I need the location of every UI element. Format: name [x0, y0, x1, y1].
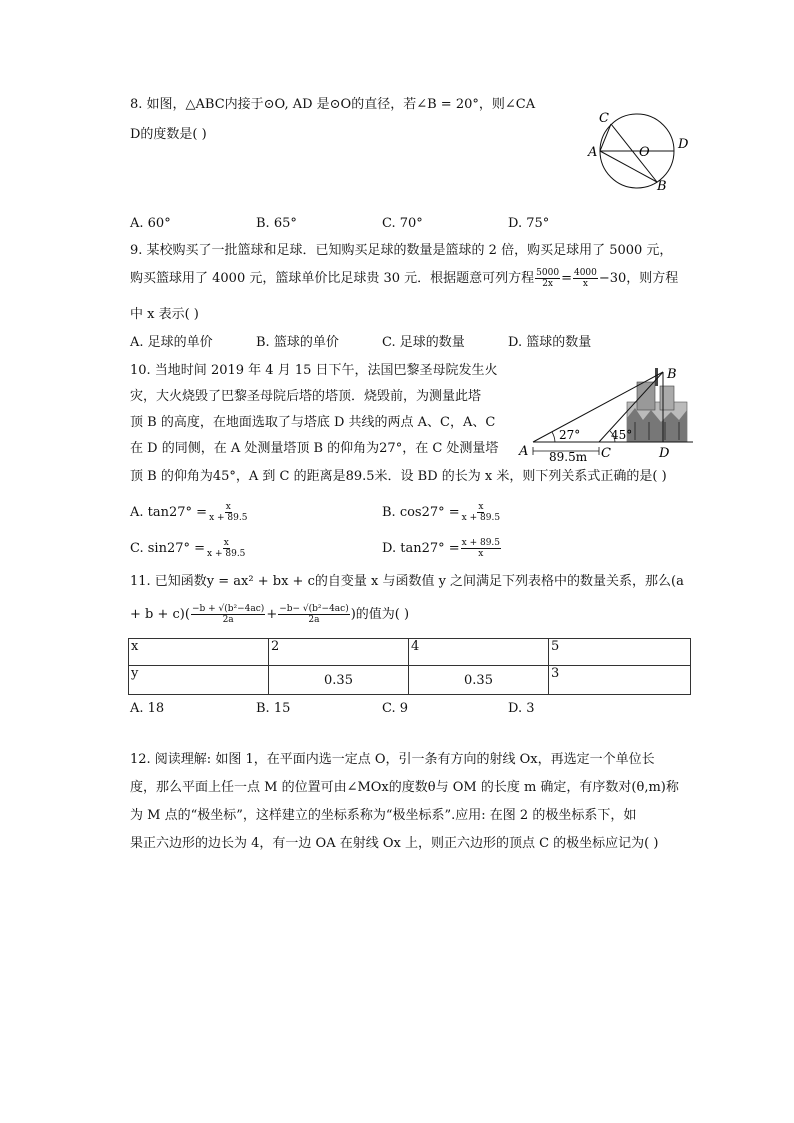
q11-stem-line2	[130, 604, 409, 625]
chord-cb	[611, 124, 657, 182]
q10-option-c-label: C. sin27° =	[130, 541, 206, 556]
q9-line2-tail: −30，则方程	[598, 271, 679, 286]
q9-fraction-1	[535, 268, 560, 289]
distance-label: 89.5m	[549, 450, 588, 462]
angle-arc-27	[552, 432, 555, 442]
q11-frac2-num: −b− √(b²−4ac)	[279, 604, 349, 614]
q10-option-c-num: x	[223, 538, 229, 548]
q11-fraction-2	[278, 604, 350, 625]
q10-option-a-fraction	[208, 502, 248, 523]
q11-option-c: C. 9	[382, 701, 409, 716]
q10-option-d-label: D. tan27° =	[382, 541, 460, 556]
q10-option-b-label: B. cos27° =	[382, 505, 460, 520]
q10-option-c-fraction	[206, 538, 246, 559]
q11-frac2-den: 2a	[308, 615, 320, 625]
q8-circle-figure	[585, 105, 695, 193]
q8-stem-line2: D的度数是( )	[130, 127, 207, 142]
q12-stem-line4: 果正六边形的边长为 4，有一边 OA 在射线 Ox 上，则正六边形的顶点 C 的极坐标应记为( )	[130, 836, 659, 851]
label-b: B	[657, 179, 667, 193]
q8-option-c: C. 70°	[382, 216, 423, 231]
q10-option-a-num: x	[225, 502, 231, 512]
label-d: D	[678, 137, 689, 152]
q11-line2-text: + b + c)(	[130, 607, 190, 622]
table-row	[129, 639, 691, 666]
angle-label-45: 45°	[611, 428, 633, 442]
label-c: C	[599, 111, 609, 126]
label-c: C	[601, 446, 611, 461]
table-cell: 5	[549, 639, 691, 666]
q10-option-d-den: x	[478, 549, 484, 559]
q10-tower-figure	[515, 362, 695, 462]
q9-option-b: B. 篮球的单价	[256, 335, 339, 350]
table-cell: y	[129, 666, 269, 695]
q10-stem-line5: 顶 B 的仰角为45°，A 到 C 的距离是89.5米．设 BD 的长为 x 米，则下列关系式正确的是( )	[130, 469, 667, 484]
q11-stem-line1: 11. 已知函数y = ax² + bx + c的自变量 x 与函数值 y 之间满足下列表格中的数量关系，那么(a	[130, 574, 684, 589]
q8-option-b: B. 65°	[256, 216, 297, 231]
q10-option-d-num: x + 89.5	[461, 538, 501, 548]
chord-ac	[600, 124, 611, 151]
q9-frac2-num: 4000	[573, 268, 597, 278]
q10-option-c-den: x + 89.5	[207, 549, 246, 559]
q12-stem-line3: 为 M 点的“极坐标”，这样建立的坐标系称为“极坐标系”.应用: 在图 2 的极坐标系下，如	[130, 808, 637, 823]
q10-stem-line3: 顶 B 的高度，在地面选取了与塔底 D 共线的两点 A、C，A、C	[130, 415, 496, 430]
q9-frac1-num: 5000	[536, 268, 560, 278]
q9-frac1-den: 2x	[542, 279, 554, 289]
q9-eq-sign: =	[561, 271, 572, 286]
q10-option-b	[382, 502, 502, 523]
q10-option-b-fraction	[461, 502, 501, 523]
label-a: A	[588, 145, 598, 160]
q10-option-b-num: x	[478, 502, 484, 512]
q12-stem-line1: 12. 阅读理解: 如图 1，在平面内选一定点 O，引一条有方向的射线 Ox，再选定一个单位长	[130, 752, 655, 767]
q10-option-d	[382, 538, 502, 559]
q10-option-a-label: A. tan27° =	[130, 505, 208, 520]
q10-stem-line1: 10. 当地时间 2019 年 4 月 15 日下午，法国巴黎圣母院发生火	[130, 363, 498, 378]
q9-stem-line2	[130, 268, 678, 289]
q9-option-d: D. 篮球的数量	[508, 335, 592, 350]
table-cell: x	[129, 639, 269, 666]
q8-option-d: D. 75°	[508, 216, 550, 231]
q12-stem-line2: 度，那么平面上任一点 M 的位置可由∠MOx的度数θ与 OM 的长度 m 确定，有序数对(θ,m)称	[130, 780, 679, 795]
table-cell: 4	[409, 639, 549, 666]
q9-line2-text: 购买篮球用了 4000 元，篮球单价比足球贵 30 元．根据题意可列方程	[130, 271, 535, 286]
label-a: A	[519, 444, 529, 459]
q10-stem-line2: 灾，大火烧毁了巴黎圣母院后塔的塔顶．烧毁前，为测量此塔	[130, 389, 482, 404]
angle-label-27: 27°	[559, 428, 581, 442]
label-d: D	[659, 446, 670, 461]
q8-option-a: A. 60°	[130, 216, 171, 231]
q9-stem-line3: 中 x 表示( )	[130, 307, 199, 322]
q9-stem-line1: 9. 某校购买了一批篮球和足球．已知购买足球的数量是篮球的 2 倍，购买足球用了 5000 元，	[130, 243, 673, 258]
q9-fraction-2	[573, 268, 598, 289]
q11-fraction-1	[191, 604, 265, 625]
q8-stem-line1: 8. 如图，△ABC内接于⊙O, AD 是⊙O的直径，若∠B = 20°，则∠CA	[130, 97, 536, 112]
table-cell: 2	[269, 639, 409, 666]
q11-option-d: D. 3	[508, 701, 535, 716]
label-o: O	[639, 145, 650, 160]
q10-option-b-den: x + 89.5	[461, 513, 501, 523]
q11-value-table	[128, 638, 691, 695]
q10-option-d-fraction	[461, 538, 501, 559]
q11-option-b: B. 15	[256, 701, 291, 716]
q10-option-c	[130, 538, 247, 559]
table-cell: 3	[549, 666, 691, 695]
q11-frac1-den: 2a	[222, 615, 234, 625]
table-cell: 0.35	[409, 666, 549, 695]
q9-frac2-den: x	[582, 279, 588, 289]
q11-option-a: A. 18	[130, 701, 165, 716]
q11-line2-tail: )的值为( )	[350, 607, 410, 622]
table-cell: 0.35	[269, 666, 409, 695]
table-row	[129, 666, 691, 695]
label-b: B	[667, 367, 677, 382]
q11-frac1-num: −b + √(b²−4ac)	[191, 604, 265, 614]
q10-option-a-den: x + 89.5	[209, 513, 248, 523]
q9-option-c: C. 足球的数量	[382, 335, 465, 350]
q10-stem-line4: 在 D 的同侧，在 A 处测量塔顶 B 的仰角为27°，在 C 处测量塔	[130, 441, 499, 456]
q10-option-a	[130, 502, 249, 523]
q11-plus-sign: +	[266, 607, 278, 622]
q9-option-a: A. 足球的单价	[130, 335, 213, 350]
